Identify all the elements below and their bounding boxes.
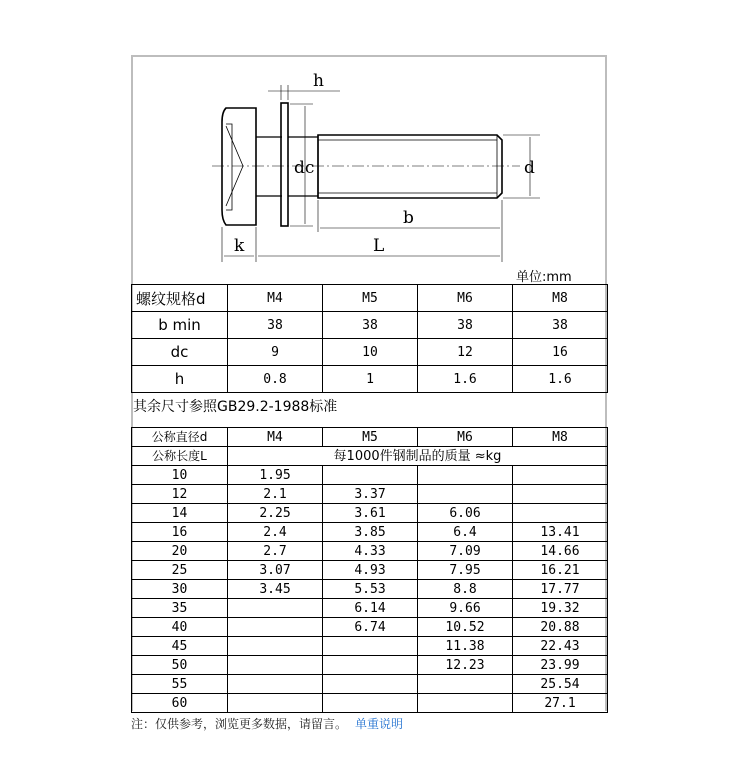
mass-cell [228,656,323,675]
spec-row-label: dc [132,339,228,366]
mass-cell: 23.99 [513,656,608,675]
mass-cell: 3.37 [323,485,418,504]
spec-col-m4: M4 [228,285,323,312]
spec-col-m8: M8 [513,285,608,312]
length-cell: 35 [132,599,228,618]
mass-header-row [132,428,608,447]
mass-row [132,504,608,523]
mass-row [132,694,608,713]
spec-cell: 1.6 [513,366,608,393]
length-cell: 14 [132,504,228,523]
mass-cell: 2.4 [228,523,323,542]
mass-col-m8: M8 [513,428,608,447]
mass-cell [418,675,513,694]
mass-cell: 4.33 [323,542,418,561]
spec-row [132,312,608,339]
mass-col-m6: M6 [418,428,513,447]
mass-cell: 7.09 [418,542,513,561]
mass-cell: 5.53 [323,580,418,599]
mass-cell [228,675,323,694]
mass-cell [323,656,418,675]
unit-label: 单位:mm [516,270,572,285]
mass-cell: 6.74 [323,618,418,637]
footer-note [131,715,403,732]
mass-cell [513,466,608,485]
length-cell: 55 [132,675,228,694]
mass-cell [323,675,418,694]
spec-cell: 16 [513,339,608,366]
mass-cell: 3.07 [228,561,323,580]
mass-cell: 14.66 [513,542,608,561]
spec-table [131,284,608,393]
spec-cell: 38 [228,312,323,339]
mass-cell: 3.85 [323,523,418,542]
spec-col-m5: M5 [323,285,418,312]
mass-col-m4: M4 [228,428,323,447]
mass-cell [323,466,418,485]
mass-cell [228,637,323,656]
dim-label-d: d [524,158,535,178]
spec-cell: 12 [418,339,513,366]
mass-cell: 10.52 [418,618,513,637]
spec-cell: 38 [323,312,418,339]
mass-cell: 8.8 [418,580,513,599]
mass-cell: 19.32 [513,599,608,618]
mass-row [132,675,608,694]
dim-label-L: L [373,236,385,256]
mass-cell: 25.54 [513,675,608,694]
mass-cell: 3.45 [228,580,323,599]
length-cell: 40 [132,618,228,637]
dim-label-b: b [403,208,414,228]
length-cell: 16 [132,523,228,542]
mass-row [132,523,608,542]
mass-cell [418,694,513,713]
spec-row [132,366,608,393]
mass-cell: 6.14 [323,599,418,618]
mass-cell [323,694,418,713]
mass-cell: 27.1 [513,694,608,713]
mass-cell [513,485,608,504]
spec-cell: 1.6 [418,366,513,393]
mass-cell: 1.95 [228,466,323,485]
length-cell: 25 [132,561,228,580]
mass-cell: 2.1 [228,485,323,504]
spec-header-row [132,285,608,312]
footer-text: 注：仅供参考，浏览更多数据，请留言。 [131,717,348,731]
screw-drawing [133,57,605,284]
mass-cell: 16.21 [513,561,608,580]
mass-row [132,542,608,561]
mass-cell: 9.66 [418,599,513,618]
spec-cell: 9 [228,339,323,366]
mass-cell: 17.77 [513,580,608,599]
standard-note: 其余尺寸参照GB29.2-1988标准 [133,399,338,415]
mass-cell: 11.38 [418,637,513,656]
mass-row [132,618,608,637]
mass-cell: 12.23 [418,656,513,675]
mass-cell [418,485,513,504]
spec-col-m6: M6 [418,285,513,312]
spec-row-label: h [132,366,228,393]
mass-cell [418,466,513,485]
mass-cell: 6.4 [418,523,513,542]
mass-cell [228,618,323,637]
mass-unit-label: 每1000件钢制品的质量 ≈kg [228,447,608,466]
mass-cell: 4.93 [323,561,418,580]
spec-cell: 38 [418,312,513,339]
length-cell: 12 [132,485,228,504]
mass-cell: 3.61 [323,504,418,523]
length-cell: 60 [132,694,228,713]
mass-cell: 13.41 [513,523,608,542]
length-label: 公称长度L [132,447,228,466]
mass-row [132,561,608,580]
spec-cell: 0.8 [228,366,323,393]
spec-cell: 1 [323,366,418,393]
mass-col-m5: M5 [323,428,418,447]
mass-row [132,485,608,504]
mass-cell: 2.7 [228,542,323,561]
mass-row [132,656,608,675]
dim-label-dc: dc [294,158,315,178]
mass-row [132,580,608,599]
spec-header-label: 螺纹规格d [132,285,228,312]
mass-cell: 20.88 [513,618,608,637]
length-cell: 30 [132,580,228,599]
mass-cell: 6.06 [418,504,513,523]
dim-label-k: k [234,236,245,256]
spec-row-label: b min [132,312,228,339]
length-cell: 50 [132,656,228,675]
mass-header-label: 公称直径d [132,428,228,447]
mass-cell: 2.25 [228,504,323,523]
spec-row [132,339,608,366]
mass-row [132,637,608,656]
length-cell: 10 [132,466,228,485]
spec-cell: 38 [513,312,608,339]
mass-table [131,427,608,713]
weight-explanation-link[interactable]: 单重说明 [355,717,404,731]
mass-row [132,599,608,618]
dim-label-h: h [313,71,324,91]
mass-cell [513,504,608,523]
mass-cell: 7.95 [418,561,513,580]
spec-cell: 10 [323,339,418,366]
mass-cell [323,637,418,656]
length-cell: 20 [132,542,228,561]
mass-cell [228,694,323,713]
mass-cell: 22.43 [513,637,608,656]
mass-subheader-row [132,447,608,466]
mass-row [132,466,608,485]
mass-cell [228,599,323,618]
length-cell: 45 [132,637,228,656]
